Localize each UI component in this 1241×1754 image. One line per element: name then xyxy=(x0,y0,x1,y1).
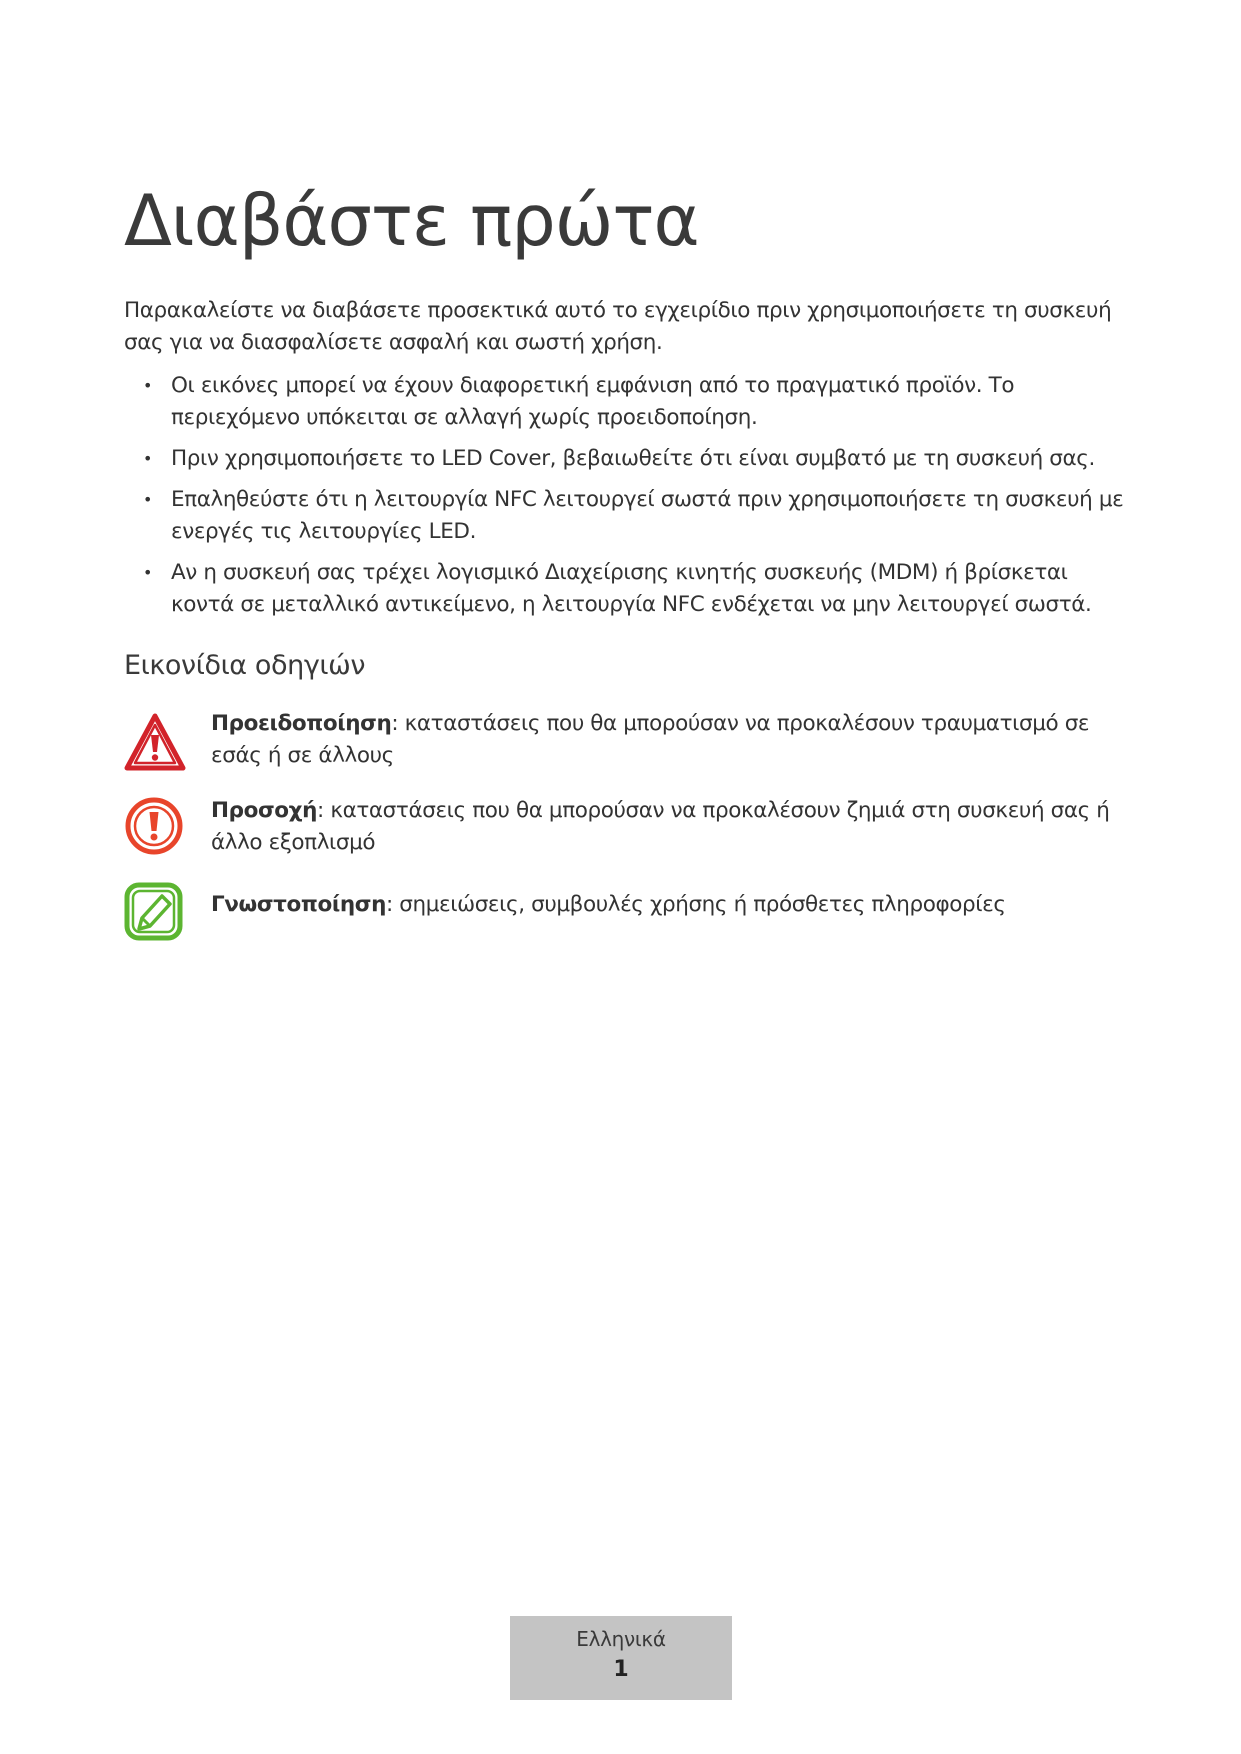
warning-text: : καταστάσεις που θα μπορούσαν να προκαλέσουν τραυματισμό σε εσάς ή σε άλλους xyxy=(211,711,1090,768)
footer-language: Ελληνικά xyxy=(576,1627,666,1651)
bullet-icon: • xyxy=(143,563,153,582)
list-item xyxy=(124,557,1124,621)
section-heading: Εικονίδια οδηγιών xyxy=(124,650,366,681)
caution-description xyxy=(211,795,1124,859)
page-number: 1 xyxy=(613,1657,629,1682)
notice-term: Γνωστοποίηση xyxy=(211,892,386,917)
bullet-icon: • xyxy=(143,376,153,395)
notice-description xyxy=(211,889,1124,921)
caution-term: Προσοχή xyxy=(211,798,318,823)
notice-list xyxy=(124,370,1124,630)
warning-description xyxy=(211,708,1124,772)
caution-circle-icon xyxy=(124,795,186,857)
bullet-icon: • xyxy=(143,490,153,509)
notice-pencil-icon xyxy=(124,882,186,944)
list-item-text: Οι εικόνες μπορεί να έχουν διαφορετική εμφάνιση από το πραγματικό προϊόν. Το περιεχόμενο υπόκειται σε αλλαγή χωρίς προειδοποίηση. xyxy=(171,373,1015,430)
page-title: Διαβάστε πρώτα xyxy=(124,180,699,262)
list-item xyxy=(124,484,1124,548)
page-footer xyxy=(510,1616,732,1700)
list-item-text: Επαληθεύστε ότι η λειτουργία NFC λειτουργεί σωστά πριν χρησιμοποιήσετε τη συσκευή με ενεργές τις λειτουργίες LED. xyxy=(171,487,1124,544)
list-item xyxy=(124,443,1124,475)
warning-triangle-icon xyxy=(124,712,186,774)
list-item xyxy=(124,370,1124,434)
list-item-text: Αν η συσκευή σας τρέχει λογισμικό Διαχείρισης κινητής συσκευής (MDM) ή βρίσκεται κοντά σε μεταλλικό αντικείμενο, η λειτουργία NFC ενδέχεται να μην λειτουργεί σωστά. xyxy=(171,560,1092,617)
list-item-text: Πριν χρησιμοποιήσετε το LED Cover, βεβαιωθείτε ότι είναι συμβατό με τη συσκευή σας. xyxy=(171,446,1095,471)
caution-text: : καταστάσεις που θα μπορούσαν να προκαλέσουν ζημιά στη συσκευή σας ή άλλο εξοπλισμό xyxy=(211,798,1110,855)
warning-term: Προειδοποίηση xyxy=(211,711,392,736)
notice-text: : σημειώσεις, συμβουλές χρήσης ή πρόσθετες πληροφορίες xyxy=(385,892,1006,917)
intro-paragraph: Παρακαλείστε να διαβάσετε προσεκτικά αυτό το εγχειρίδιο πριν χρησιμοποιήσετε τη συσκευή σας για να διασφαλίσετε ασφαλή και σωστή χρήση. xyxy=(124,298,1112,355)
bullet-icon: • xyxy=(143,449,153,468)
